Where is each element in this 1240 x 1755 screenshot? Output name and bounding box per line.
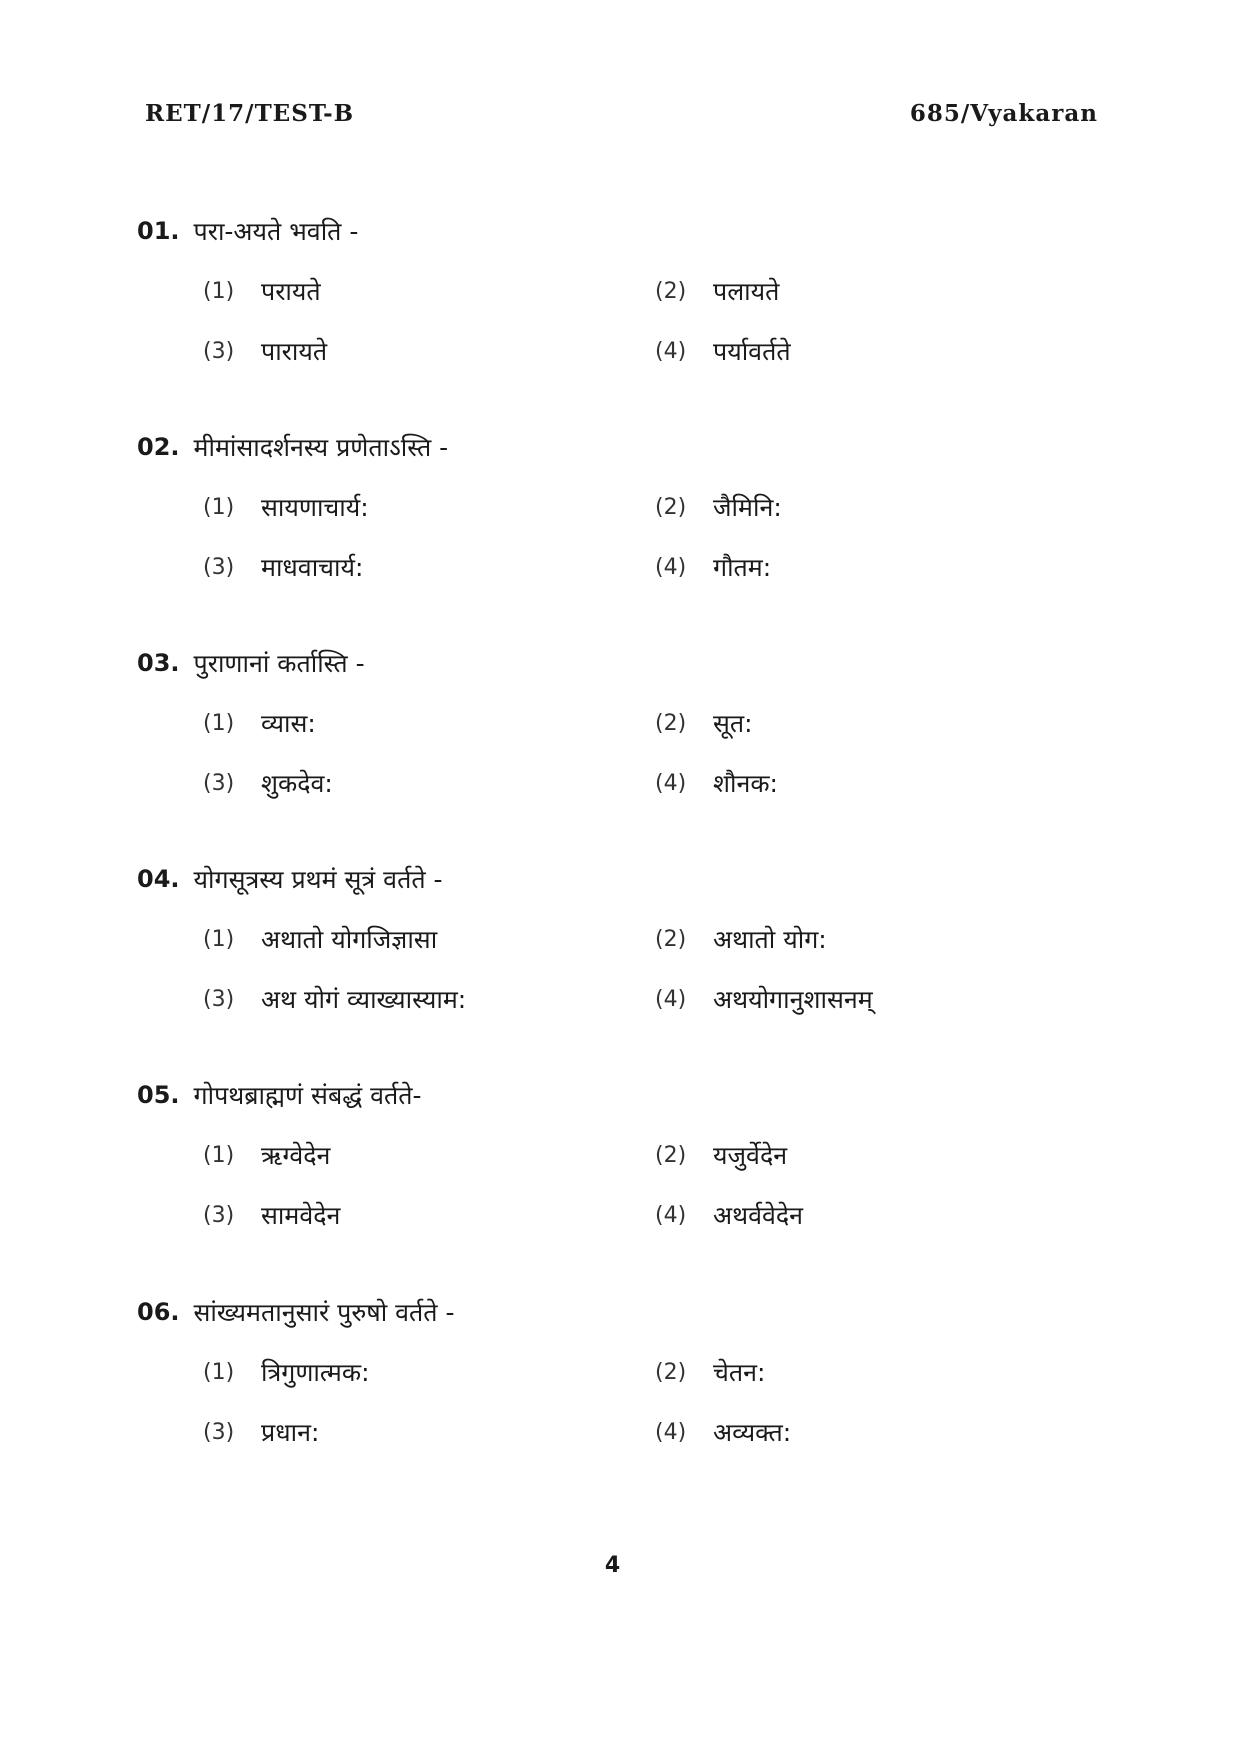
option-number: (4) bbox=[655, 338, 687, 364]
option-text: अथातो योगजिज्ञासा bbox=[261, 925, 438, 954]
option-3 bbox=[203, 331, 327, 371]
option-number: (4) bbox=[655, 770, 687, 796]
question-line bbox=[137, 859, 443, 899]
option-2 bbox=[655, 271, 779, 311]
option-text: प्रधान: bbox=[261, 1418, 320, 1447]
page-number: 4 bbox=[604, 1553, 621, 1578]
option-number: (4) bbox=[655, 1202, 687, 1228]
option-1 bbox=[203, 919, 437, 959]
option-text: अथातो योग: bbox=[713, 925, 827, 954]
option-number: (1) bbox=[203, 926, 235, 952]
option-3 bbox=[203, 979, 466, 1019]
option-number: (3) bbox=[203, 1419, 235, 1445]
option-number: (1) bbox=[203, 1142, 235, 1168]
option-1 bbox=[203, 1352, 370, 1392]
option-text: अव्यक्त: bbox=[713, 1418, 792, 1447]
option-text: शौनक: bbox=[713, 769, 778, 798]
option-text: ऋग्वेदेन bbox=[261, 1141, 331, 1170]
option-number: (3) bbox=[203, 1202, 235, 1228]
option-2 bbox=[655, 487, 782, 527]
option-1 bbox=[203, 1135, 330, 1175]
option-number: (3) bbox=[203, 554, 235, 580]
option-text: त्रिगुणात्मक: bbox=[261, 1358, 370, 1387]
question-line bbox=[137, 427, 448, 467]
option-number: (1) bbox=[203, 494, 235, 520]
option-text: अथ योगं व्याख्यास्याम: bbox=[261, 985, 467, 1014]
option-1 bbox=[203, 271, 321, 311]
option-number: (1) bbox=[203, 278, 235, 304]
option-text: अथयोगानुशासनम् bbox=[713, 985, 873, 1014]
header-exam-code: RET/17/TEST-B bbox=[145, 100, 355, 127]
option-number: (1) bbox=[203, 1359, 235, 1385]
option-number: (2) bbox=[655, 926, 687, 952]
question-number: 02. bbox=[137, 433, 180, 461]
option-number: (2) bbox=[655, 1359, 687, 1385]
option-number: (2) bbox=[655, 278, 687, 304]
option-text: माधवाचार्य: bbox=[261, 553, 364, 582]
option-1 bbox=[203, 487, 369, 527]
question-line bbox=[137, 1292, 455, 1332]
option-text: अथर्ववेदेन bbox=[713, 1201, 804, 1230]
question-text: सांख्यमतानुसारं पुरुषो वर्तते - bbox=[193, 1298, 455, 1327]
option-text: यजुर्वेदेन bbox=[713, 1141, 788, 1170]
option-2 bbox=[655, 1352, 765, 1392]
option-text: जैमिनि: bbox=[713, 493, 782, 522]
option-text: गौतम: bbox=[713, 553, 772, 582]
option-number: (3) bbox=[203, 770, 235, 796]
option-3 bbox=[203, 1195, 340, 1235]
question-line bbox=[137, 1075, 422, 1115]
option-text: चेतन: bbox=[713, 1358, 766, 1387]
option-4 bbox=[655, 331, 791, 371]
question-text: परा-अयते भवति - bbox=[193, 217, 359, 246]
option-2 bbox=[655, 919, 827, 959]
option-text: परायते bbox=[261, 277, 321, 306]
option-number: (2) bbox=[655, 494, 687, 520]
option-text: पारायते bbox=[261, 337, 328, 366]
option-text: पर्यावर्तते bbox=[713, 337, 791, 366]
option-text: सामवेदेन bbox=[261, 1201, 341, 1230]
option-3 bbox=[203, 763, 333, 803]
option-4 bbox=[655, 1195, 803, 1235]
option-number: (2) bbox=[655, 1142, 687, 1168]
option-number: (4) bbox=[655, 986, 687, 1012]
question-text: मीमांसादर्शनस्य प्रणेताऽस्ति - bbox=[193, 433, 449, 462]
option-4 bbox=[655, 979, 873, 1019]
question-number: 05. bbox=[137, 1081, 180, 1109]
option-text: व्यास: bbox=[261, 709, 316, 738]
question-text: योगसूत्रस्य प्रथमं सूत्रं वर्तते - bbox=[193, 865, 443, 894]
question-line bbox=[137, 643, 365, 683]
option-number: (3) bbox=[203, 986, 235, 1012]
question-number: 06. bbox=[137, 1298, 180, 1326]
header-subject-code: 685/Vyakaran bbox=[909, 100, 1098, 127]
question-number: 04. bbox=[137, 865, 180, 893]
option-2 bbox=[655, 703, 753, 743]
option-number: (3) bbox=[203, 338, 235, 364]
question-text: गोपथब्राह्मणं संबद्धं वर्तते- bbox=[193, 1081, 422, 1110]
option-number: (4) bbox=[655, 1419, 687, 1445]
option-text: शुकदेव: bbox=[261, 769, 333, 798]
option-3 bbox=[203, 1412, 319, 1452]
option-text: सूत: bbox=[713, 709, 753, 738]
option-3 bbox=[203, 547, 363, 587]
option-text: पलायते bbox=[713, 277, 780, 306]
question-line bbox=[137, 211, 358, 251]
option-number: (2) bbox=[655, 710, 687, 736]
option-2 bbox=[655, 1135, 787, 1175]
option-text: सायणाचार्य: bbox=[261, 493, 369, 522]
option-4 bbox=[655, 763, 778, 803]
option-number: (4) bbox=[655, 554, 687, 580]
question-number: 03. bbox=[137, 649, 180, 677]
option-4 bbox=[655, 1412, 791, 1452]
question-text: पुराणानां कर्तास्ति - bbox=[193, 649, 365, 678]
option-1 bbox=[203, 703, 316, 743]
option-number: (1) bbox=[203, 710, 235, 736]
option-4 bbox=[655, 547, 771, 587]
question-number: 01. bbox=[137, 217, 180, 245]
